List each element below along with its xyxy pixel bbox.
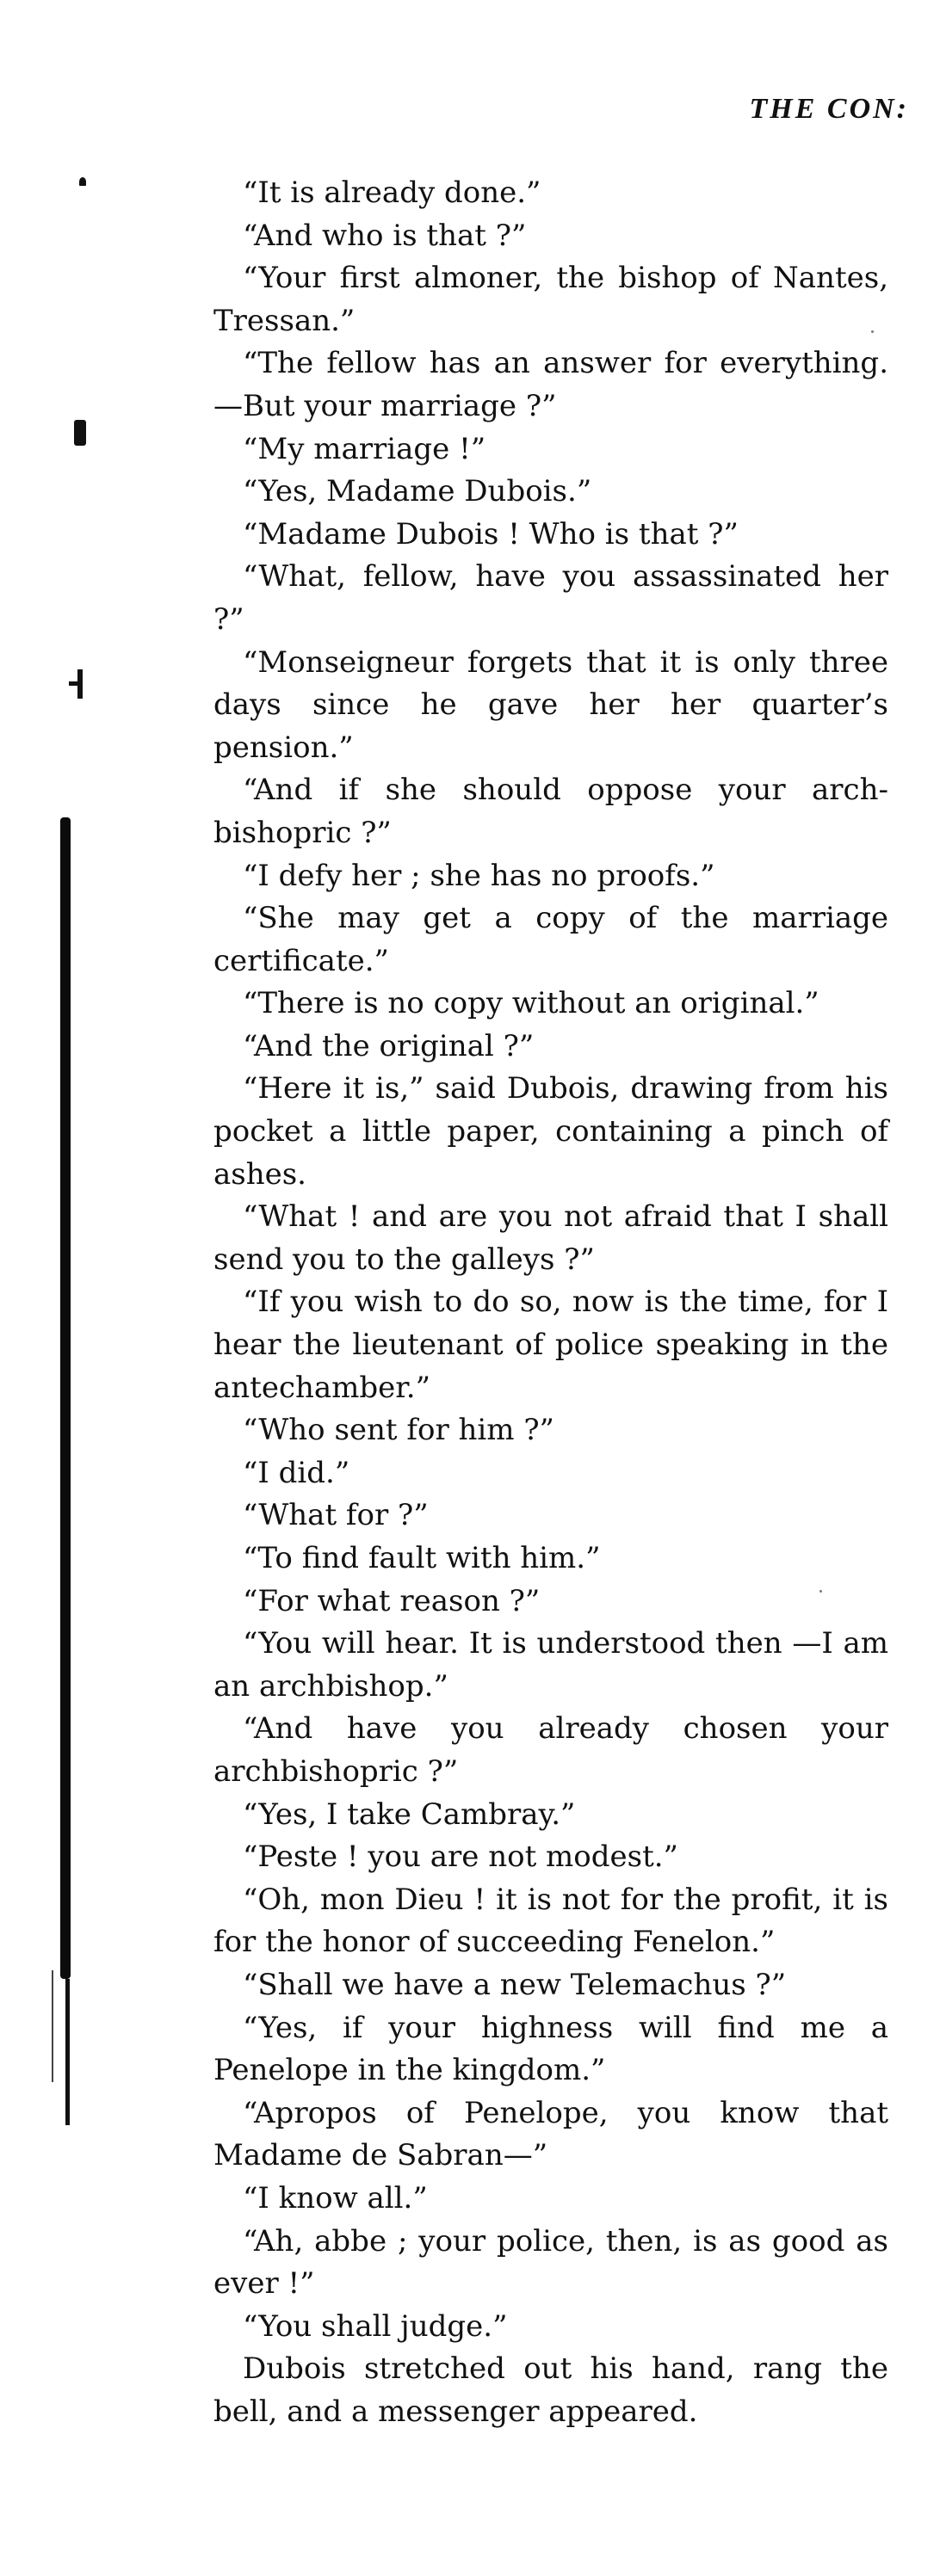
paragraph: “The fellow has an answer for everything.—But your marriage ?” bbox=[213, 346, 888, 423]
paragraph: “Shall we have a new Telemachus ?” bbox=[243, 1967, 787, 2002]
paragraph: “I defy her ; she has no proofs.” bbox=[243, 858, 715, 893]
margin-mark bbox=[69, 681, 79, 686]
paragraph: “Madame Dubois ! Who is that ?” bbox=[243, 516, 739, 552]
paragraph: “My marriage !” bbox=[243, 431, 486, 466]
paragraph: “I did.” bbox=[243, 1455, 350, 1490]
paragraph: “It is already done.” bbox=[243, 176, 541, 210]
paragraph: “Peste ! you are not modest.” bbox=[243, 1840, 678, 1875]
paragraph: “Here it is,” said Dubois, drawing from his pocket a little paper, containing a pinch of ashes. bbox=[213, 1071, 888, 1192]
paragraph: “She may get a copy of the marriage certificate.” bbox=[213, 901, 888, 978]
body-text bbox=[213, 172, 888, 2433]
paragraph: “Ah, abbe ; your police, then, is as good as ever !” bbox=[213, 2223, 888, 2302]
paragraph: Dubois stretched out his hand, rang the bell, and a messenger appeared. bbox=[213, 2351, 888, 2429]
margin-mark bbox=[79, 177, 86, 186]
paragraph: “Oh, mon Dieu ! it is not for the profit, it is for the honor of succeeding Fenelon.” bbox=[213, 1882, 888, 1960]
paragraph: “You shall judge.” bbox=[243, 2308, 508, 2344]
binding-shadow bbox=[65, 1979, 70, 2125]
paragraph: “Yes, if your highness will find me a Penelope in the kingdom.” bbox=[213, 2010, 888, 2088]
paragraph: “I know all.” bbox=[243, 2180, 428, 2215]
paragraph: “Yes, Madame Dubois.” bbox=[243, 474, 592, 509]
paragraph: “What, fellow, have you assassinated her ?” bbox=[213, 559, 888, 637]
paragraph: “Your first almoner, the bishop of Nantes, Tressan.” bbox=[213, 261, 888, 338]
paragraph: “And have you already chosen your archbishopric ?” bbox=[213, 1711, 888, 1789]
paragraph: “If you wish to do so, now is the time, for I hear the lieutenant of police speaking in the antechamber.” bbox=[213, 1285, 888, 1405]
running-head: THE CON: bbox=[749, 93, 909, 125]
paragraph: “And if she should oppose your archbishopric ?” bbox=[213, 773, 888, 850]
paragraph: “To find fault with him.” bbox=[243, 1541, 601, 1575]
binding-shadow bbox=[60, 817, 71, 1979]
paragraph: “What for ?” bbox=[243, 1498, 429, 1533]
paragraph: “Who sent for him ?” bbox=[243, 1413, 554, 1448]
paragraph: “Apropos of Penelope, you know that Madame de Sabran—” bbox=[213, 2095, 888, 2173]
paragraph: “Monseigneur forgets that it is only three days since he gave her her quarter’s pension.” bbox=[213, 644, 888, 765]
margin-mark bbox=[74, 420, 86, 446]
paragraph: “What ! and are you not afraid that I shall send you to the galleys ?” bbox=[213, 1199, 888, 1277]
paragraph: “For what reason ?” bbox=[243, 1583, 541, 1618]
paragraph: “You will hear. It is understood then —I am an archbishop.” bbox=[213, 1626, 888, 1704]
binding-shadow bbox=[52, 1970, 53, 2082]
paragraph: “And the original ?” bbox=[243, 1028, 535, 1063]
paragraph: “There is no copy without an original.” bbox=[243, 986, 819, 1021]
paragraph: “Yes, I take Cambray.” bbox=[243, 1796, 576, 1832]
paragraph: “And who is that ?” bbox=[243, 218, 527, 253]
